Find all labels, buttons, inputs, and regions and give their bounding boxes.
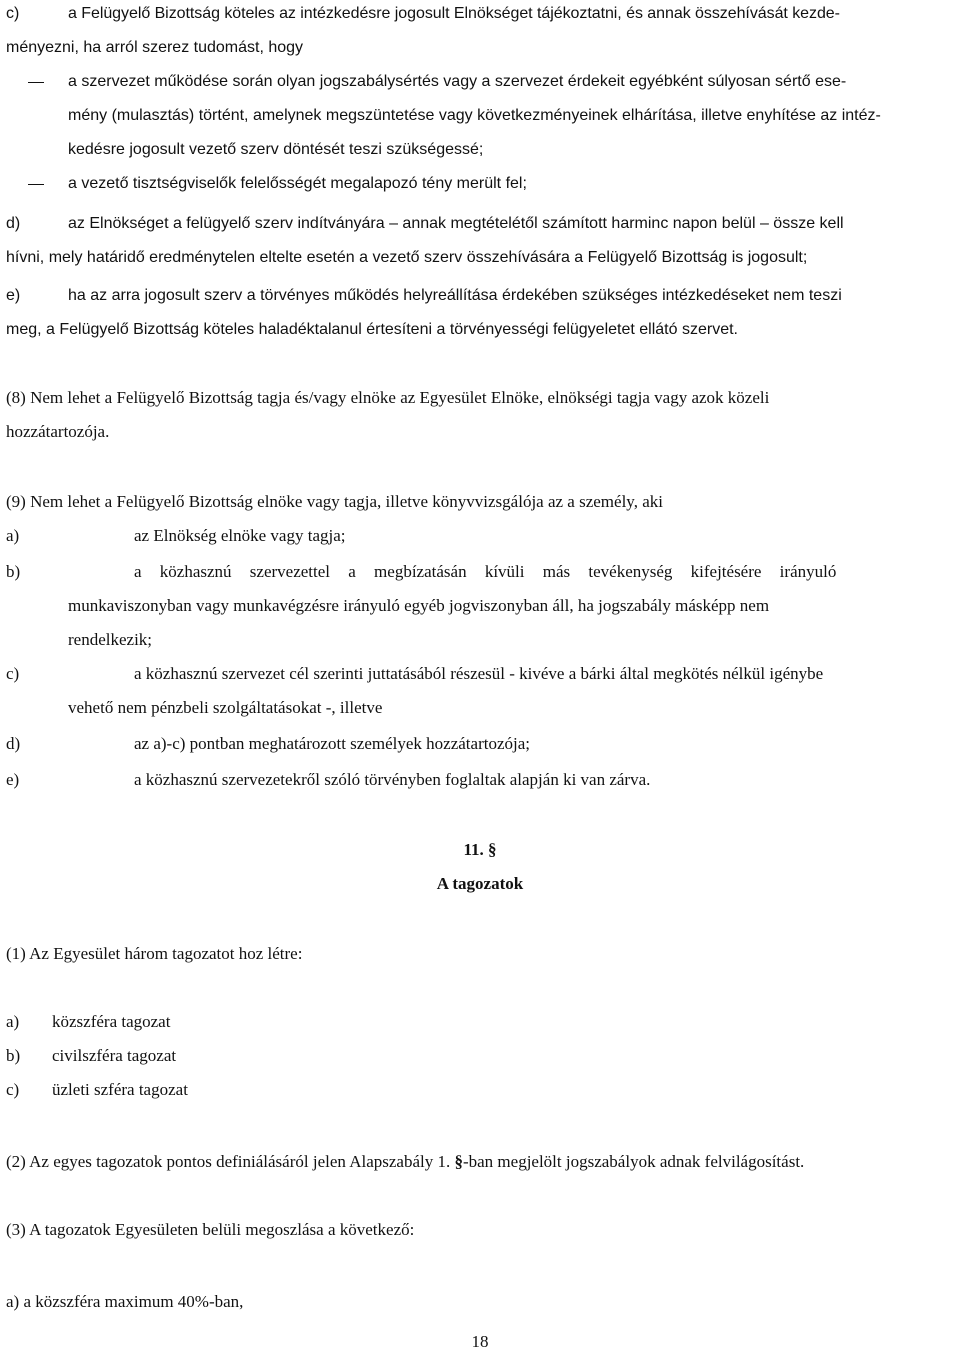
p9-item-b-label: b) bbox=[6, 562, 21, 581]
item-d-label: d) bbox=[6, 215, 21, 232]
p9-item-a bbox=[6, 526, 954, 546]
s1-item-b-label: b) bbox=[6, 1046, 21, 1065]
p9-item-d-text: az a)-c) pontban meghatározott személyek hozzátartozója; bbox=[134, 734, 530, 753]
p9-item-a-label: a) bbox=[6, 526, 20, 545]
s1-item-a-label: a) bbox=[6, 1012, 20, 1031]
p9-item-b-line1 bbox=[6, 562, 954, 582]
s1-item-c-label: c) bbox=[6, 1080, 20, 1099]
dash2-line1: a vezető tisztségviselők felelősségét megalapozó tény merült fel; bbox=[68, 175, 527, 192]
s2-text-after: -ban megjelölt jogszabályok adnak felvilágosítást. bbox=[462, 1152, 805, 1171]
s2-symbol: § bbox=[454, 1152, 463, 1171]
p9-item-c-line2: vehető nem pénzbeli szolgáltatásokat -, illetve bbox=[68, 698, 383, 717]
page-number: 18 bbox=[471, 1332, 489, 1351]
section-title: A tagozatok bbox=[436, 874, 524, 893]
p9-item-b-line3: rendelkezik; bbox=[68, 630, 153, 649]
item-c-line2: ményezni, ha arról szerez tudomást, hogy bbox=[6, 39, 304, 56]
paragraph-9-intro: (9) Nem lehet a Felügyelő Bizottság elnöke vagy tagja, illetve könyvvizsgálója az a személy, aki bbox=[6, 492, 663, 511]
p9-item-d-label: d) bbox=[6, 734, 21, 753]
s1-item-c bbox=[6, 1080, 954, 1100]
p9-item-d bbox=[6, 734, 954, 754]
item-c-line1 bbox=[6, 4, 954, 24]
s2-text-before: (2) Az egyes tagozatok pontos definiálásáról jelen Alapszabály 1. bbox=[6, 1152, 455, 1171]
p9-item-b-line2: munkaviszonyban vagy munkavégzésre irányuló egyéb jogviszonyban áll, ha jogszabály másképp nem bbox=[68, 596, 770, 615]
s1-item-b-text: civilszféra tagozat bbox=[52, 1046, 177, 1065]
s1-item-c-text: üzleti szféra tagozat bbox=[52, 1080, 188, 1099]
s2-text bbox=[6, 1152, 954, 1172]
s1-item-a bbox=[6, 1012, 954, 1032]
s1-item-a-text: közszféra tagozat bbox=[52, 1012, 171, 1031]
p9-item-c-label: c) bbox=[6, 664, 20, 683]
paragraph-8-line2: hozzátartozója. bbox=[6, 422, 110, 441]
item-d-text: az Elnökséget a felügyelő szerv indítványára – annak megtételétől számított harminc napon belül – össze kell bbox=[68, 215, 844, 232]
dash-bullet-2 bbox=[28, 184, 44, 185]
section-number-text: 11. bbox=[463, 840, 484, 859]
dash1-line1: a szervezet működése során olyan jogszabálysértés vagy a szervezet érdekeit egyébként súlyosan sértő ese- bbox=[68, 73, 847, 90]
dash-bullet-1 bbox=[28, 82, 44, 83]
s1-intro: (1) Az Egyesület három tagozatot hoz létre: bbox=[6, 944, 303, 963]
paragraph-8-line1: (8) Nem lehet a Felügyelő Bizottság tagja és/vagy elnöke az Egyesület Elnöke, elnökségi tagja vagy azok közeli bbox=[6, 388, 770, 407]
p9-item-e-label: e) bbox=[6, 770, 20, 789]
item-e-text: ha az arra jogosult szerv a törvényes működés helyreállítása érdekében szükséges intézkedéseket nem teszi bbox=[68, 287, 842, 304]
item-d-line1 bbox=[6, 214, 954, 234]
item-c-text: a Felügyelő Bizottság köteles az intézkedésre jogosult Elnökséget tájékoztatni, és annak összehívását kezde- bbox=[68, 5, 840, 22]
item-d-line2: hívni, mely határidő eredménytelen eltelte esetén a vezető szerv összehívására a Felügyelő Bizottság is jogosult; bbox=[6, 249, 808, 266]
item-e-label: e) bbox=[6, 287, 21, 304]
s1-item-b bbox=[6, 1046, 954, 1066]
item-e-line1 bbox=[6, 286, 954, 306]
dash1-line3: kedésre jogosult vezető szerv döntését teszi szükségessé; bbox=[68, 141, 484, 158]
p9-item-b-text: a közhasznú szervezettel a megbízatásán kívüli más tevékenység kifejtésére irányuló bbox=[134, 562, 837, 581]
s3-item-a: a) a közszféra maximum 40%-ban, bbox=[6, 1292, 244, 1311]
item-c-label: c) bbox=[6, 5, 20, 22]
s3-text: (3) A tagozatok Egyesületen belüli megoszlása a következő: bbox=[6, 1220, 415, 1239]
p9-item-c-text: a közhasznú szervezet cél szerinti juttatásából részesül - kivéve a bárki által megkötés nélkül igénybe bbox=[134, 664, 824, 683]
p9-item-e-text: a közhasznú szervezetekről szóló törvényben foglaltak alapján ki van zárva. bbox=[134, 770, 651, 789]
section-symbol: § bbox=[488, 840, 497, 859]
p9-item-c-line1 bbox=[6, 664, 954, 684]
section-number bbox=[0, 840, 960, 860]
p9-item-a-text: az Elnökség elnöke vagy tagja; bbox=[134, 526, 346, 545]
p9-item-e bbox=[6, 770, 954, 790]
item-e-line2: meg, a Felügyelő Bizottság köteles haladéktalanul értesíteni a törvényességi felügyeletet ellátó szervet. bbox=[6, 321, 738, 338]
dash1-line2: mény (mulasztás) történt, amelynek megszüntetése vagy következményeinek elhárítása, illetve enyhítése az intéz- bbox=[68, 107, 881, 124]
